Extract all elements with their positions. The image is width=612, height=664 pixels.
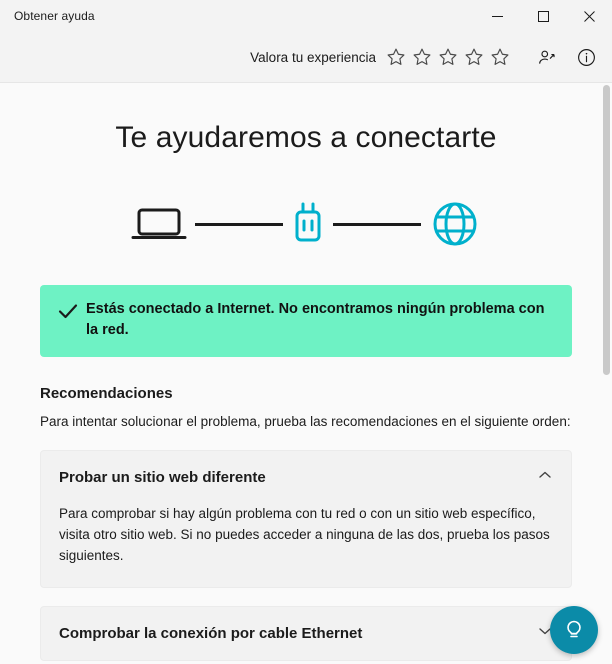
- check-icon: [56, 301, 82, 326]
- star-4-icon[interactable]: [464, 47, 484, 67]
- connection-diagram: [40, 189, 572, 259]
- person-support-icon[interactable]: [526, 39, 566, 75]
- content-area: [0, 82, 612, 664]
- feedback-button[interactable]: [550, 606, 598, 654]
- accordion-body-1: Para comprobar si hay algún problema con tu red o con un sitio web específico, visita otro sitio web. Si no puedes acceder a ninguna de las dos, prueba los pasos siguientes.: [59, 506, 550, 564]
- accordion-item-1: [40, 450, 572, 588]
- status-banner-text: Estás conectado a Internet. No encontramos ningún problema con la red.: [86, 301, 545, 339]
- recommendations-heading: Recomendaciones: [40, 385, 173, 403]
- scroll-region: [0, 83, 612, 664]
- rate-experience-label: Valora tu experiencia: [250, 49, 376, 65]
- window-title: Obtener ayuda: [14, 9, 95, 23]
- star-2-icon[interactable]: [412, 47, 432, 67]
- scrollbar-thumb[interactable]: [603, 85, 610, 375]
- globe-icon: [429, 198, 481, 250]
- page-title: Te ayudaremos a conectarte: [115, 121, 497, 154]
- diagram-line-2: [333, 223, 421, 226]
- star-3-icon[interactable]: [438, 47, 458, 67]
- star-1-icon[interactable]: [386, 47, 406, 67]
- star-5-icon[interactable]: [490, 47, 510, 67]
- recommendations-description: Para intentar solucionar el problema, prueba las recomendaciones en el siguiente orden:: [40, 414, 571, 430]
- info-icon[interactable]: [566, 39, 606, 75]
- accordion-header-1[interactable]: [41, 451, 571, 504]
- title-bar: [0, 0, 612, 32]
- vertical-scrollbar[interactable]: [603, 85, 610, 662]
- status-banner: [40, 285, 572, 357]
- accordion-item-2: [40, 606, 572, 661]
- maximize-button[interactable]: [520, 0, 566, 32]
- router-icon: [291, 200, 325, 248]
- laptop-icon: [131, 204, 187, 244]
- accordion-title-2: Comprobar la conexión por cable Ethernet: [59, 625, 363, 643]
- chevron-up-icon[interactable]: [537, 467, 553, 488]
- minimize-button[interactable]: [474, 0, 520, 32]
- close-button[interactable]: [566, 0, 612, 32]
- command-bar: [0, 32, 612, 82]
- rating-stars[interactable]: [386, 47, 510, 67]
- accordion-header-2[interactable]: [41, 607, 571, 660]
- diagram-line-1: [195, 223, 283, 226]
- accordion-title-1: Probar un sitio web diferente: [59, 469, 266, 487]
